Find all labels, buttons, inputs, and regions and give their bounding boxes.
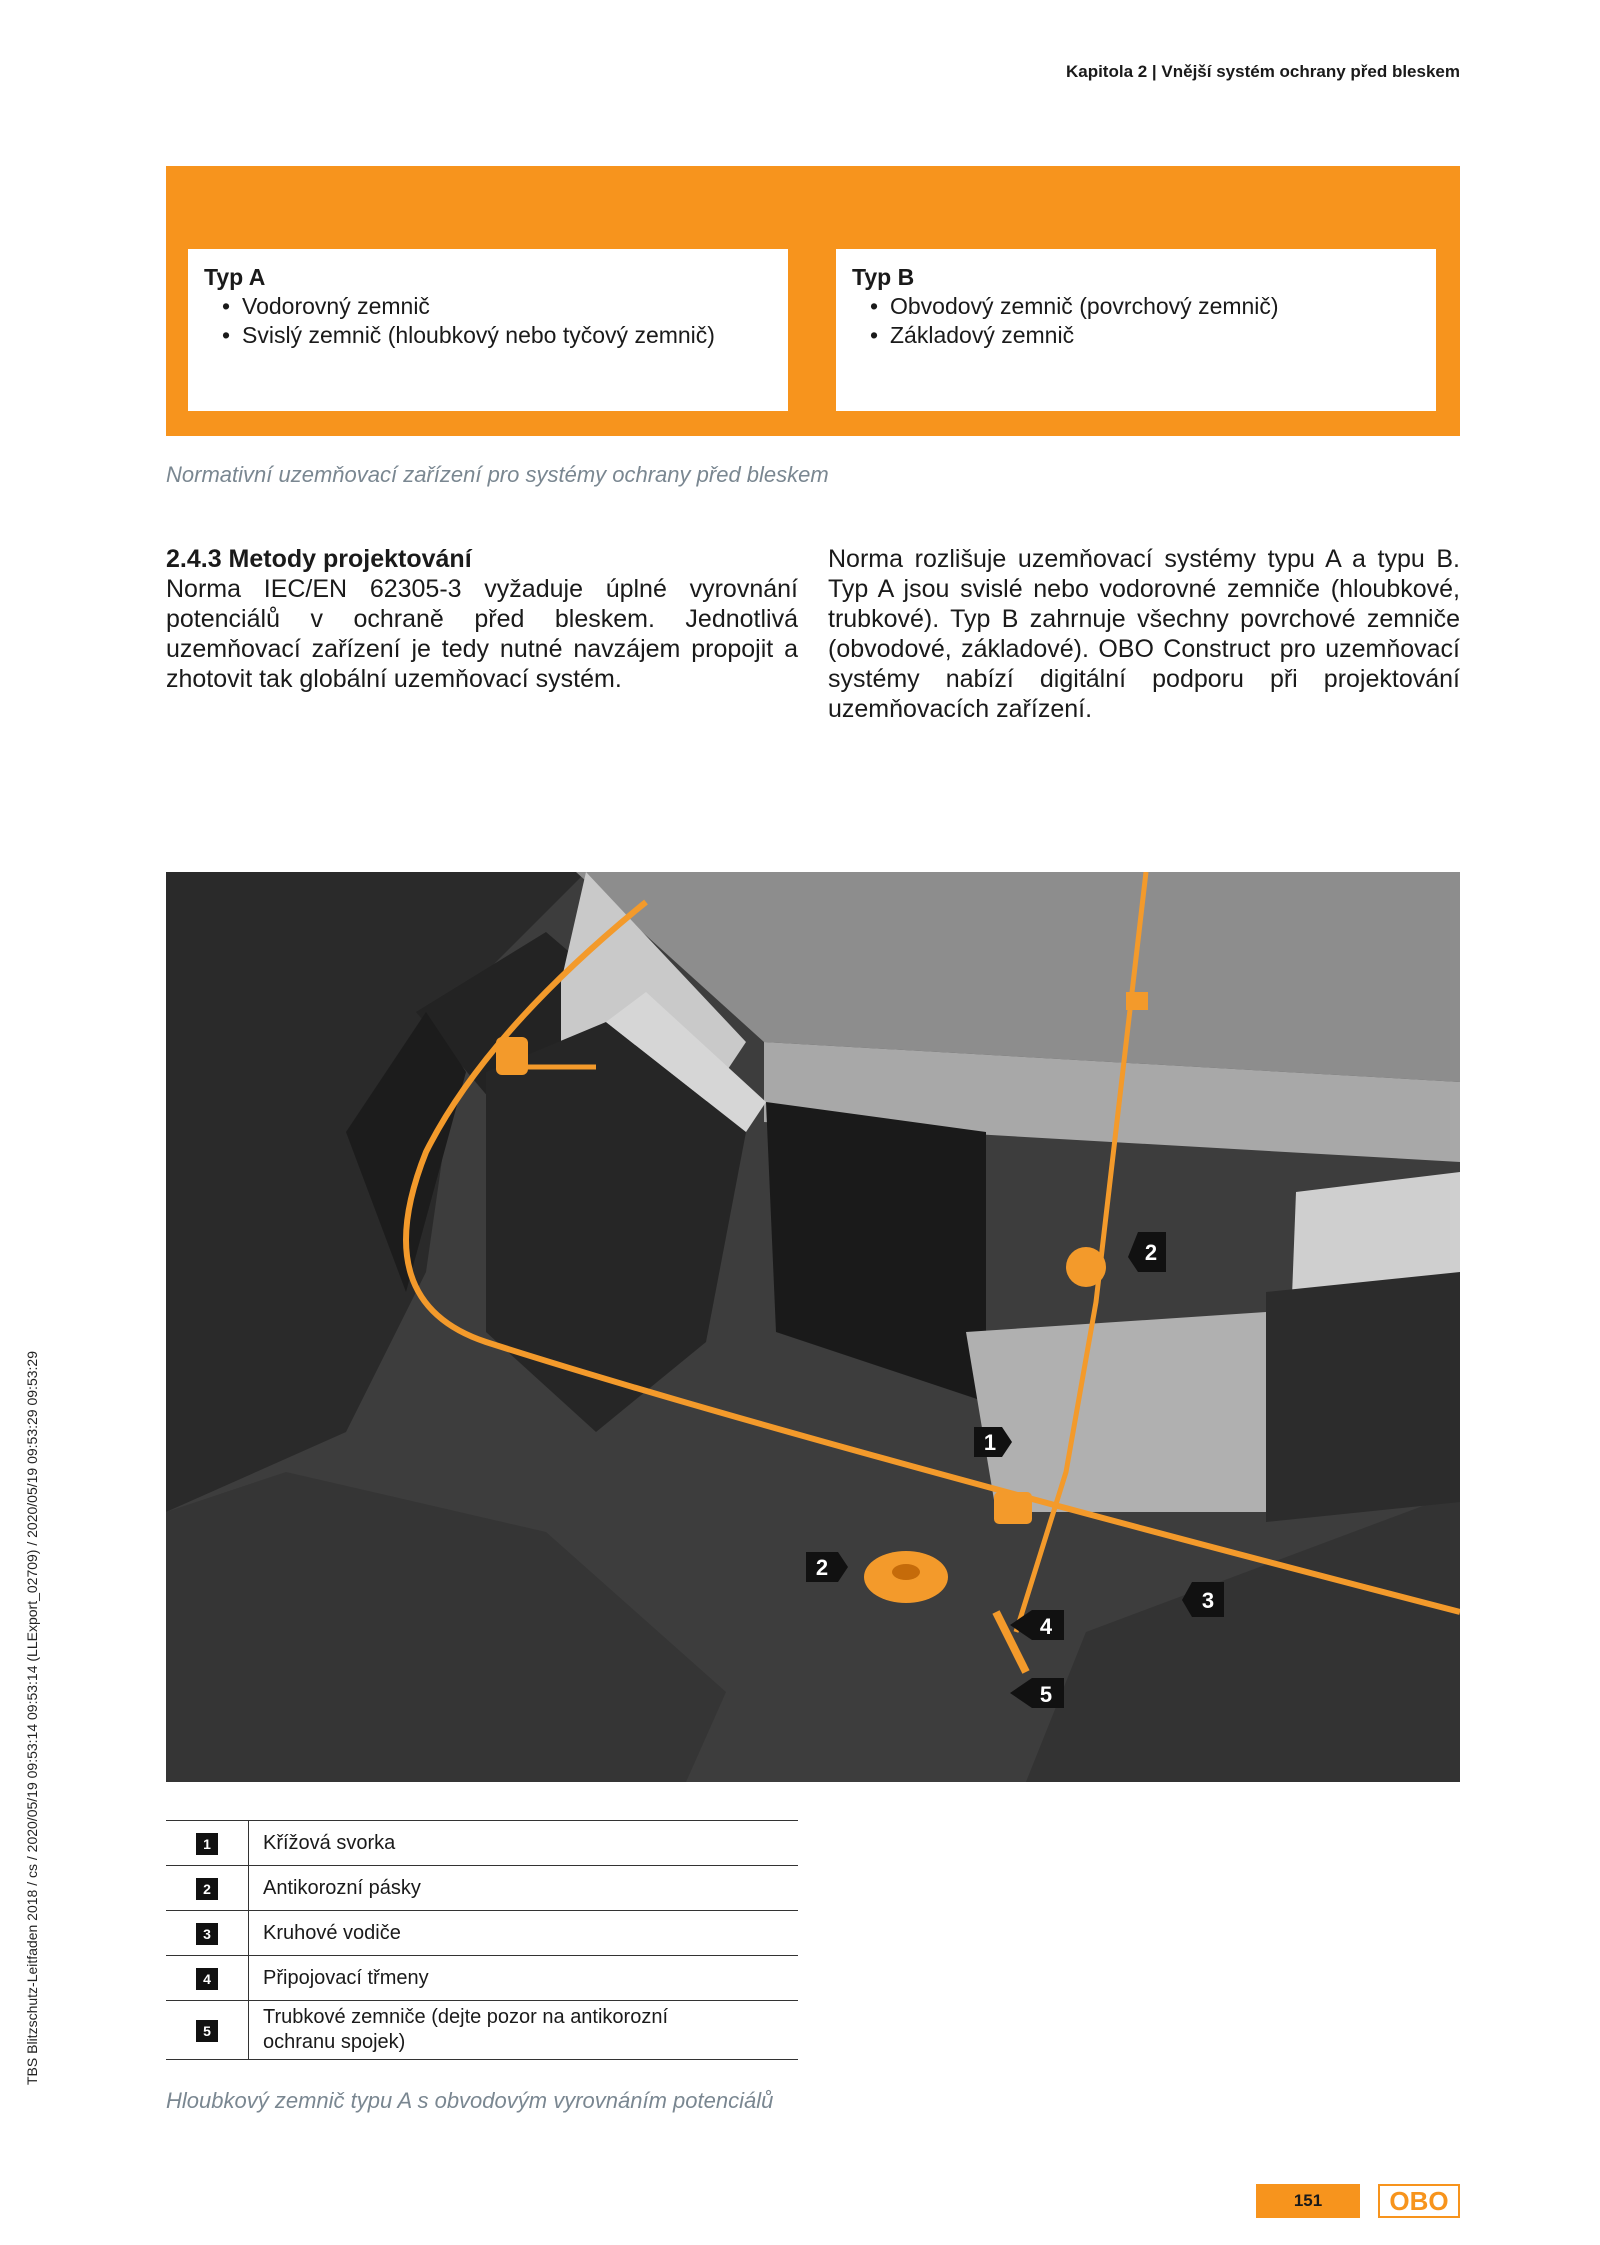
- legend-number: 1: [196, 1833, 218, 1855]
- side-metadata-text: TBS Blitzschutz-Leitfaden 2018 / cs / 2020/05/19 09:53:14 09:53:14 (LLExport_02709) / 2020/05/19 09:53:29 09:53:29: [24, 1351, 40, 2085]
- type-b-item: • Základový zemnič: [870, 321, 1420, 350]
- legend-text: Připojovací třmeny: [249, 1956, 799, 2001]
- legend-row: [166, 2001, 798, 2060]
- legend-row: [166, 1866, 798, 1911]
- legend-number: 5: [196, 2020, 218, 2042]
- svg-text:1: 1: [983, 1430, 997, 1455]
- legend-text: Trubkové zemniče (dejte pozor na antikorozní ochranu spojek): [249, 2001, 799, 2060]
- type-b-card: [836, 249, 1436, 411]
- svg-text:OBO: OBO: [1389, 2186, 1449, 2216]
- paragraph-right: Norma rozlišuje uzemňovací systémy typu A a typu B. Typ A jsou svislé nebo vodorovné zemniče (hloubkové, trubkové). Typ B zahrnuje všechny povrchové zemniče (obvodové, základové). OBO Construct pro uzemňovací systémy nabízí digitální podporu při projektování uzemňovacích zařízení.: [828, 545, 1460, 723]
- type-a-list: [204, 292, 772, 350]
- paragraph-left: Norma IEC/EN 62305-3 vyžaduje úplné vyrovnání potenciálů v ochraně před bleskem. Jednotlivá uzemňovací zařízení je tedy nutné navzájem propojit a zhotovit tak globální uzemňovací systém.: [166, 575, 798, 693]
- legend-row: [166, 1821, 798, 1866]
- earthing-illustration: [166, 872, 1460, 1782]
- legend-text: Kruhové vodiče: [249, 1911, 799, 1956]
- text-column-left: [166, 544, 798, 694]
- illustration-drawing: [166, 872, 1460, 1782]
- legend-number: 3: [196, 1923, 218, 1945]
- type-b-title: Typ B: [852, 264, 915, 290]
- legend-number: 4: [196, 1968, 218, 1990]
- svg-text:5: 5: [1039, 1682, 1053, 1707]
- text-column-right: [828, 544, 1460, 724]
- svg-text:2: 2: [815, 1555, 829, 1580]
- chapter-header: Kapitola 2 | Vnější systém ochrany před bleskem: [1065, 62, 1460, 81]
- legend-row: [166, 1911, 798, 1956]
- svg-text:3: 3: [1201, 1588, 1215, 1613]
- legend-text: Křížová svorka: [249, 1821, 799, 1866]
- types-caption: Normativní uzemňovací zařízení pro systémy ochrany před bleskem: [166, 462, 829, 487]
- legend-number: 2: [196, 1878, 218, 1900]
- legend-table: [166, 1820, 798, 2060]
- earthing-types-box: [166, 166, 1460, 436]
- type-a-item: • Vodorovný zemnič: [222, 292, 772, 321]
- type-b-list: [852, 292, 1420, 350]
- page-number: 151: [1256, 2184, 1360, 2218]
- type-a-item: • Svislý zemnič (hloubkový nebo tyčový zemnič): [222, 321, 772, 350]
- type-a-card: [188, 249, 788, 411]
- svg-text:4: 4: [1039, 1614, 1053, 1639]
- legend-row: [166, 1956, 798, 2001]
- type-b-item: • Obvodový zemnič (povrchový zemnič): [870, 292, 1420, 321]
- section-heading: 2.4.3 Metody projektování: [166, 545, 472, 573]
- legend-text: Antikorozní pásky: [249, 1866, 799, 1911]
- type-a-title: Typ A: [204, 264, 266, 290]
- obo-logo: [1378, 2184, 1460, 2218]
- figure-caption: Hloubkový zemnič typu A s obvodovým vyrovnáním potenciálů: [166, 2088, 774, 2113]
- svg-text:2: 2: [1144, 1240, 1158, 1265]
